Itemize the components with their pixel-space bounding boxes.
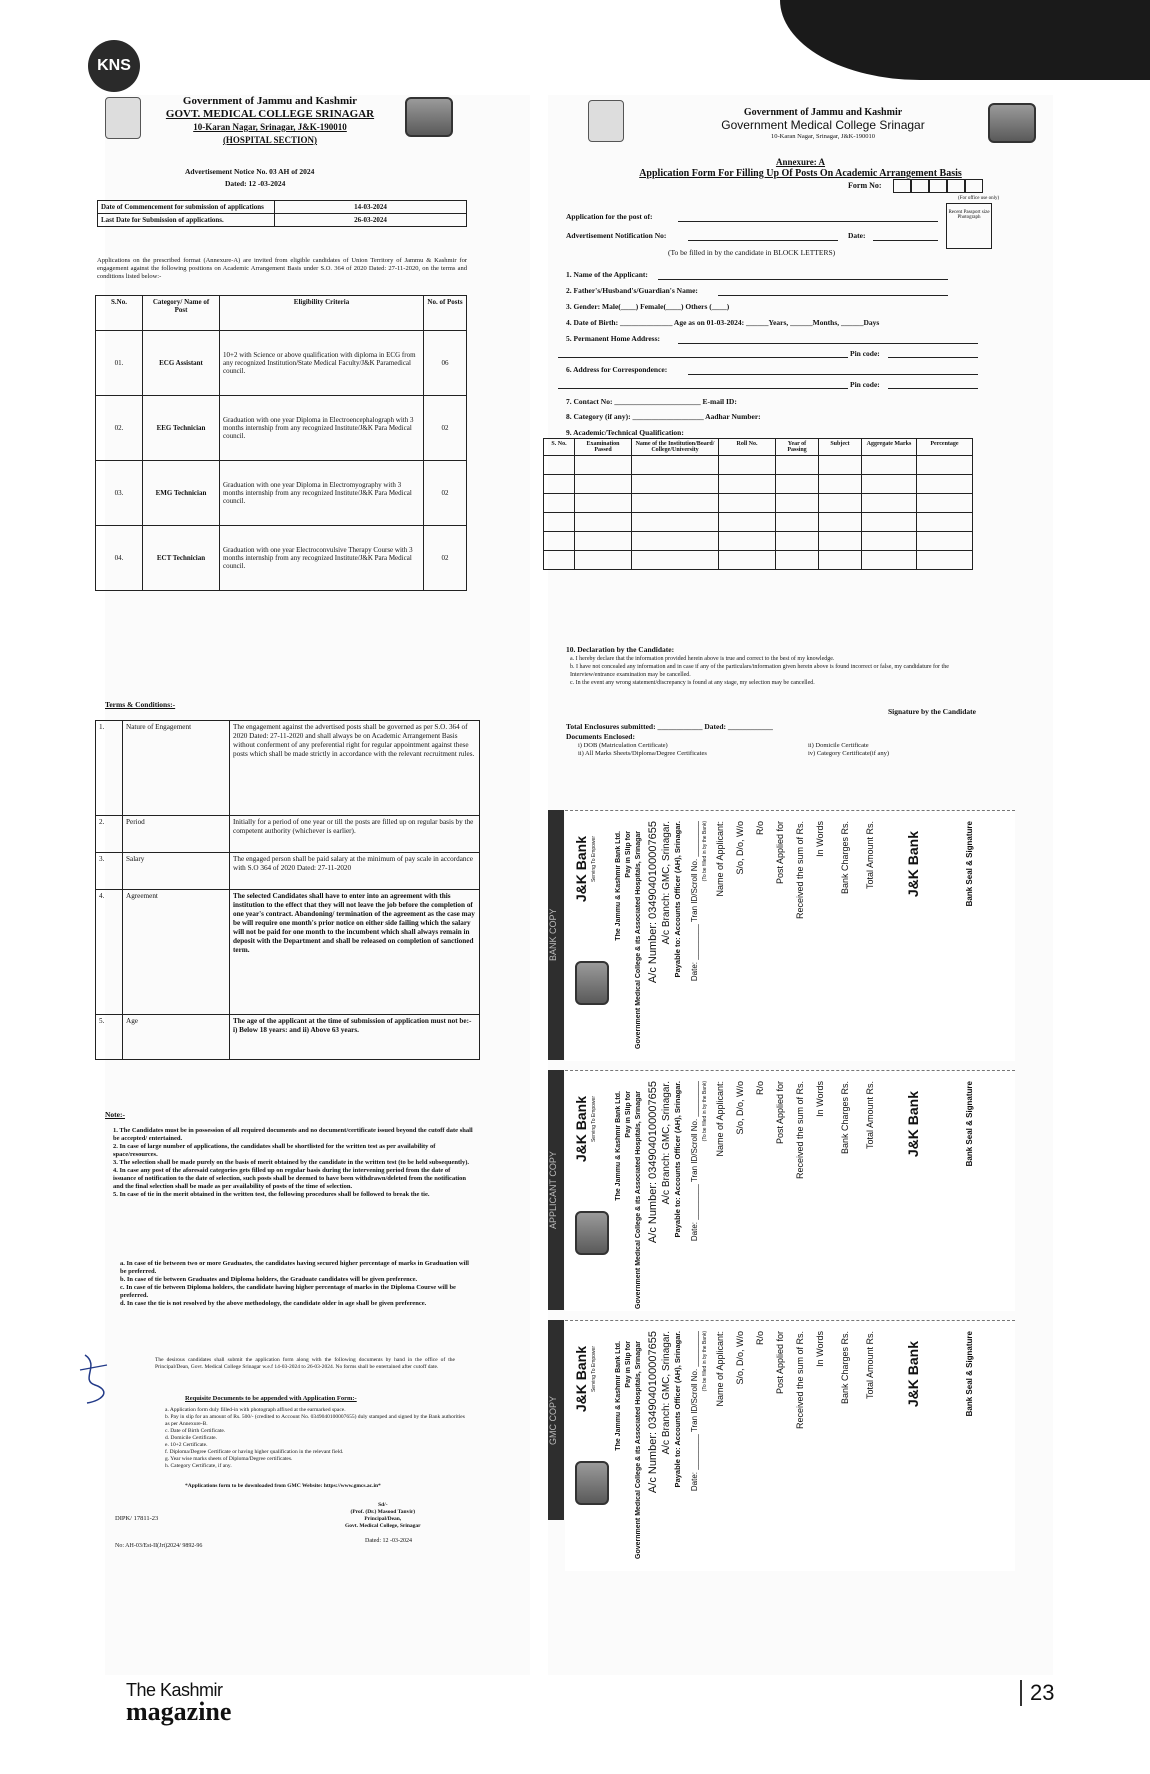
payable-to: Payable to: Accounts Officer (AH), Srinagar.	[673, 1331, 682, 1488]
qualification-table[interactable]: S. No. Examination Passed Name of the Institution/Board/ College/University Roll No. Year of Passing Subject Aggregate Marks Percentage	[543, 438, 973, 570]
notice-number: Advertisement Notice No. 03 AH of 2024	[185, 167, 315, 176]
table-row[interactable]	[544, 456, 973, 475]
office-use-label: (For office use only)	[958, 196, 1000, 201]
requisite-title: Requisite Documents to be appended with Application Form:-	[185, 1395, 357, 1402]
pin-code-label-2: Pin code:	[850, 380, 880, 389]
slip-field-name[interactable]: Name of Applicant:	[715, 1081, 725, 1157]
slip-field-charges[interactable]: Bank Charges Rs.	[840, 1331, 850, 1405]
list-item: c. Date of Birth Certificate.	[165, 1428, 226, 1434]
bank-name: The Jammu & Kashmir Bank Ltd.	[615, 1091, 622, 1201]
date-tran[interactable]: Date: ________ Tran ID/Scroll No. ________	[690, 1331, 699, 1492]
signatory: Sd/- (Prof. (Dr.) Masood Tanvir) Principal/Dean, Govt. Medical College, Srinagar	[345, 1502, 421, 1529]
commencement-label: Date of Commencement for submission of applications	[98, 201, 275, 214]
slip-field-relation[interactable]: S/o, D/o, W/o	[735, 1081, 745, 1135]
gmc-name: Government Medical College & its Associated Hospitals, Srinagar	[635, 1091, 642, 1309]
reference-date: Dated: 12 -03-2024	[365, 1538, 412, 1544]
advertisement-page	[97, 95, 530, 1675]
slip-field-total[interactable]: Total Amount Rs.	[865, 1331, 875, 1400]
jk-bank-logo: J&K Bank	[573, 1346, 589, 1413]
posts-table	[95, 295, 467, 591]
payable-to: Payable to: Accounts Officer (AH), Srinagar.	[673, 821, 682, 978]
intro-text: Applications on the prescribed format (Annexure-A) are invited from eligible candidates of Union Territory of Jammu & Kashmir for engagement against the following positions on Academic Arrangement Basis under S.O. 364 of 2020 Dated: 27-11-2020, on the terms and conditions listed below:-	[97, 257, 467, 280]
slip-field-name[interactable]: Name of Applicant:	[715, 1331, 725, 1407]
download-note: *Applications form to be downloaded from GMC Website: https://www.gmcs.ac.in*	[185, 1483, 381, 1489]
list-item: g. Year wise marks sheets of Diploma/Degree certificates.	[165, 1456, 293, 1462]
date-field[interactable]	[873, 240, 938, 241]
college-title: GOVT. MEDICAL COLLEGE SRINAGAR	[165, 108, 375, 120]
pay-in-label: Pay in Slip for	[625, 1341, 632, 1388]
account-number: A/c Number: 0349040100007655	[647, 1081, 659, 1244]
list-item: a. Application form duly filled-in with photograph affixed at the earmarked space.	[165, 1407, 346, 1413]
slip-field-total[interactable]: Total Amount Rs.	[865, 1081, 875, 1150]
slip-field-post[interactable]: Post Applied for	[775, 821, 785, 885]
handwritten-signature	[75, 1345, 115, 1405]
list-item: 1. The Candidates must be in possession of all required documents and no document/certificate issued beyond the cutoff date shall be accepted/ entertained.	[113, 1127, 473, 1142]
slip-field-total[interactable]: Total Amount Rs.	[865, 821, 875, 890]
slip-field-post[interactable]: Post Applied for	[775, 1331, 785, 1395]
gmc-copy-bar: GMC COPY	[548, 1320, 564, 1520]
terms-title: Terms & Conditions:-	[105, 700, 176, 709]
jk-bank-logo: J&K Bank	[905, 1091, 921, 1158]
jk-bank-tagline: Serving To Empower	[591, 1346, 597, 1393]
bank-name: The Jammu & Kashmir Bank Ltd.	[615, 831, 622, 941]
payable-to: Payable to: Accounts Officer (AH), Srinagar.	[673, 1081, 682, 1238]
date-tran[interactable]: Date: ________ Tran ID/Scroll No. ________	[690, 821, 699, 982]
table-row: 04. ECT Technician Graduation with one year Electroconvulsive Therapy Course with 3 months internship from any recognized Institute/J&K Para Medical council. 02	[96, 526, 467, 591]
college-seal-icon	[575, 1211, 609, 1255]
correspondence-field-2[interactable]	[558, 388, 848, 389]
emblem-icon	[105, 97, 141, 139]
bank-fill-note: (To be filled in by the Bank)	[702, 1331, 708, 1392]
list-item: a. In case of tie between two or more Graduates, the candidates having secured higher percentage of marks in Graduation will be preferred.	[120, 1260, 469, 1275]
govt-title: Government of Jammu and Kashmir	[743, 107, 903, 118]
block-letters-note: (To be filled in by the candidate in BLOCK LETTERS)	[668, 248, 836, 257]
list-item: 5. In case of tie in the merit obtained in the written test, the following procedures shall be followed to break the tie.	[113, 1191, 430, 1198]
account-number: A/c Number: 0349040100007655	[647, 821, 659, 984]
table-row: 4. Agreement The selected Candidates shall have to enter into an agreement with this institution to the effect that they will not leave the job before the completion of one year's contract. Abandoning/ termination of the agreement as the case may be will require one month's prior notice on either side failing which the salary will not be paid for one month to the incumbent which shall always remain in deposit with the Department and shall be released on completion of sanctioned term.	[96, 890, 480, 1015]
slip-field-words[interactable]: In Words	[815, 1331, 825, 1367]
date-label: Date:	[848, 231, 866, 240]
terms-table	[95, 720, 480, 1060]
permanent-address-field-2[interactable]	[558, 357, 848, 358]
enclosures-line[interactable]: Total Enclosures submitted: ____________ Dated: ____________	[566, 722, 773, 731]
note-title: Note:-	[105, 1110, 125, 1119]
slip-field-post[interactable]: Post Applied for	[775, 1081, 785, 1145]
form-no-label: Form No:	[848, 181, 882, 190]
account-branch: A/c Branch: GMC, Srinagar.	[661, 821, 672, 945]
list-item: c. In the event any wrong statement/discrepancy is found at any stage, my selection may be cancelled.	[570, 680, 815, 686]
post-applied-label: Application for the post of:	[566, 212, 653, 221]
pin-code-label: Pin code:	[850, 349, 880, 358]
list-item: h. Category Certificate, if any.	[165, 1463, 232, 1469]
last-date: 26-03-2024	[275, 214, 467, 227]
list-item: b. Pay in slip for an amount of Rs. 500/- (credited to Account No. 0349040100007655) duly stamped and signed by the Bank authorities as per Annexure-B.	[165, 1414, 465, 1427]
jk-bank-logo: J&K Bank	[905, 1341, 921, 1408]
date-tran[interactable]: Date: ________ Tran ID/Scroll No. ________	[690, 1081, 699, 1242]
bank-copy-bar: BANK COPY	[548, 810, 564, 1060]
slip-field-words[interactable]: In Words	[815, 1081, 825, 1117]
bank-name: The Jammu & Kashmir Bank Ltd.	[615, 1341, 622, 1451]
tie-rules	[120, 1260, 475, 1308]
form-title: Application Form For Filling Up Of Posts On Academic Arrangement Basis	[639, 168, 962, 179]
field-contact[interactable]: 7. Contact No: _______________________ E-mail ID:	[566, 397, 737, 406]
table-row[interactable]	[544, 475, 973, 494]
brand-line-2: magazine	[126, 1697, 232, 1726]
slip-field-charges[interactable]: Bank Charges Rs.	[840, 1081, 850, 1155]
field-permanent-address: 5. Permanent Home Address:	[566, 334, 661, 343]
applicant-name-field[interactable]	[658, 279, 948, 280]
field-gender[interactable]: 3. Gender: Male(____) Female(____) Others (____)	[566, 302, 730, 311]
dates-table	[97, 200, 467, 227]
list-item: 2. In case of large number of applications, the candidates shall be shortlisted for the written test as per availability of space/resources.	[113, 1143, 436, 1158]
list-item: d. In case the tie is not resolved by the above methodology, the candidate older in age shall be given preference.	[120, 1300, 427, 1307]
photo-box[interactable]: Recent Passport size Photograph	[946, 203, 992, 249]
list-item: c. In case of tie between Diploma holders, the candidate having higher percentage of marks in the Diploma Course will be preferred.	[120, 1284, 456, 1299]
college-seal-icon	[405, 97, 453, 137]
jk-bank-tagline: Serving To Empower	[591, 1096, 597, 1143]
list-item: b. In case of tie between Graduates and Diploma holders, the Graduate candidates will be given preference.	[120, 1276, 418, 1283]
list-item: ii) All Marks Sheets/Diploma/Degree Certificates	[578, 750, 707, 757]
col-sno: S.No.	[96, 296, 143, 331]
submission-text: The desirous candidates shall submit the application form along with the following documents by hand in the office of the Principal/Dean, Govt. Medical College Srinagar w.e.f 14-03-2024 to 26-03-2024. No forms shall be entertained after cutoff date.	[155, 1357, 455, 1370]
section-title: (HOSPITAL SECTION)	[222, 135, 318, 145]
table-row: 03. EMG Technician Graduation with one year Diploma in Electromyography with 3 months internship from any recognized Institute/J&K Para Medical council. 02	[96, 461, 467, 526]
list-item: i) DOB (Matriculation Certificate)	[578, 742, 668, 749]
guardian-name-field[interactable]	[718, 295, 948, 296]
declaration-list	[570, 655, 980, 687]
pay-slip-applicant-copy	[565, 1070, 1015, 1311]
college-address: 10-Karan Nagar, Srinagar, J&K-190010	[771, 133, 875, 140]
jk-bank-logo: J&K Bank	[573, 836, 589, 903]
list-item: a. I hereby declare that the information provided herein above is true and correct to the best of my knowledge.	[570, 656, 835, 662]
table-row: 01. ECG Assistant 10+2 with Science or above qualification with diploma in ECG from any recognized Institution/State Medical Faculty/J&K Paramedical council. 06	[96, 331, 467, 396]
notification-label: Advertisement Notification No:	[566, 231, 667, 240]
pay-slip-bank-copy	[565, 810, 1015, 1061]
field-applicant-name: 1. Name of the Applicant:	[566, 270, 648, 279]
col-eligibility: Eligibility Criteria	[220, 296, 424, 331]
table-row: 2. Period Initially for a period of one year or till the posts are filled up on regular basis by the competent authority (whichever is earlier).	[96, 816, 480, 853]
notice-date: Dated: 12 -03-2024	[225, 179, 286, 188]
table-row[interactable]	[544, 513, 973, 532]
field-category[interactable]: 8. Category (if any): ___________________ Aadhar Number:	[566, 412, 761, 421]
jk-bank-logo: J&K Bank	[573, 1096, 589, 1163]
account-branch: A/c Branch: GMC, Srinagar.	[661, 1331, 672, 1455]
permanent-address-field[interactable]	[678, 343, 978, 344]
corner-decoration	[780, 0, 1150, 80]
college-title: Government Medical College Srinagar	[721, 118, 925, 132]
correspondence-field[interactable]	[688, 374, 978, 375]
candidate-signature-label: Signature by the Candidate	[888, 707, 977, 716]
notification-field[interactable]	[688, 240, 838, 241]
slip-field-resident[interactable]: R/o	[755, 1331, 765, 1346]
last-date-label: Last Date for Submission of applications.	[98, 214, 275, 227]
table-row: 02. EEG Technician Graduation with one year Diploma in Electroencephalograph with 3 months internship from any recognized Institute/J&K Para Medical council. 02	[96, 396, 467, 461]
slip-field-resident[interactable]: R/o	[755, 821, 765, 836]
jk-bank-tagline: Serving To Empower	[591, 836, 597, 883]
slip-field-relation[interactable]: S/o, D/o, W/o	[735, 1331, 745, 1385]
bank-fill-note: (To be filled in by the Bank)	[702, 1081, 708, 1142]
list-item: e. 10+2 Certificate.	[165, 1442, 208, 1448]
college-seal-icon	[988, 103, 1036, 143]
page-number: 23	[1020, 1680, 1054, 1706]
table-row[interactable]	[544, 494, 973, 513]
slip-field-words[interactable]: In Words	[815, 821, 825, 857]
list-item: ii) Domicile Certificate	[808, 742, 869, 749]
post-applied-field[interactable]	[678, 221, 938, 222]
list-item: f. Diploma/Degree Certificate or having higher qualification in the relevant field.	[165, 1449, 344, 1455]
col-category: Category/ Name of Post	[143, 296, 220, 331]
slip-field-sum[interactable]: Received the sum of Rs.	[795, 1331, 805, 1430]
table-row: 1. Nature of Engagement The engagement against the advertised posts shall be governed as per S.O. 364 of 2020 Dated: 27-11-2020 and shall always be on Academic Arrangement Basis without conferment of any preferential right for regular appointment against these posts which shall be made strictly in accordance with the relevant recruitment rules.	[96, 721, 480, 816]
bank-seal-signature: Bank Seal & Signature	[965, 1331, 974, 1417]
slip-field-charges[interactable]: Bank Charges Rs.	[840, 821, 850, 895]
table-row: 3. Salary The engaged person shall be paid salary at the minimum of pay scale in accordance with S.O 364 of 2020 Dated: 27-11-2020	[96, 853, 480, 890]
table-row: 5. Age The age of the applicant at the time of submission of application must not be:- i) Below 18 years: and ii) Above 63 years.	[96, 1015, 480, 1060]
gmc-name: Government Medical College & its Associated Hospitals, Srinagar	[635, 831, 642, 1049]
field-guardian-name: 2. Father's/Husband's/Guardian's Name:	[566, 286, 698, 295]
pay-slip-gmc-copy	[565, 1320, 1015, 1571]
documents-list	[578, 742, 978, 758]
brand-line-1: The Kashmir	[126, 1680, 223, 1700]
requisite-list	[165, 1407, 465, 1470]
reference-number: No: AH-03/Est-II(Jrt)2024/ 9892-96	[115, 1543, 203, 1549]
list-item: iv) Category Certificate(if any)	[808, 750, 890, 757]
form-no-boxes[interactable]	[893, 179, 983, 193]
field-correspondence-address: 6. Address for Correspondence:	[566, 365, 668, 374]
slip-field-sum[interactable]: Received the sum of Rs.	[795, 1081, 805, 1180]
documents-title: Documents Enclosed:	[566, 732, 635, 741]
gmc-name: Government Medical College & its Associated Hospitals, Srinagar	[635, 1341, 642, 1559]
magazine-logo	[126, 1680, 232, 1726]
declaration-title: 10. Declaration by the Candidate:	[566, 645, 675, 654]
bank-seal-signature: Bank Seal & Signature	[965, 821, 974, 907]
bank-seal-signature: Bank Seal & Signature	[965, 1081, 974, 1167]
notes-list	[113, 1127, 473, 1199]
list-item: b. I have not concealed any information and in case if any of the particulars/information given herein above is found incorrect or false, my candidature for the Interview/entrance examination may be cancelled.	[570, 664, 949, 678]
pin-code-field[interactable]	[888, 357, 978, 358]
list-item: 3. The selection shall be made purely on the basis of merit obtained by the candidate in the written test (to be held subsequently).	[113, 1159, 470, 1166]
list-item: 4. In case any post of the aforesaid categories gets filled up on regular basis during the intervening period from the date of issuance of notification to the date of selection, such posts shall be deemed to have been withdrawn/deleted from the notification and the final selection shall be made as per availability of posts of the time of selection.	[113, 1167, 467, 1190]
applicant-copy-bar: APPLICANT COPY	[548, 1070, 564, 1310]
govt-title: Government of Jammu and Kashmir	[182, 95, 358, 107]
jk-bank-logo: J&K Bank	[905, 831, 921, 898]
account-branch: A/c Branch: GMC, Srinagar.	[661, 1081, 672, 1205]
pay-in-label: Pay in Slip for	[625, 831, 632, 878]
dipk-number: DIPK/ 17811-23	[115, 1515, 159, 1522]
kns-logo: KNS	[88, 40, 140, 92]
college-address: 10-Karan Nagar, Srinagar, J&K-190010	[193, 122, 347, 132]
account-number: A/c Number: 0349040100007655	[647, 1331, 659, 1494]
annexure-title: Annexure: A	[775, 157, 826, 167]
slip-field-resident[interactable]: R/o	[755, 1081, 765, 1096]
slip-field-sum[interactable]: Received the sum of Rs.	[795, 821, 805, 920]
pin-code-field-2[interactable]	[888, 388, 978, 389]
pay-in-label: Pay in Slip for	[625, 1091, 632, 1138]
slip-field-name[interactable]: Name of Applicant:	[715, 821, 725, 897]
college-seal-icon	[575, 961, 609, 1005]
slip-field-relation[interactable]: S/o, D/o, W/o	[735, 821, 745, 875]
table-row[interactable]	[544, 532, 973, 551]
field-dob[interactable]: 4. Date of Birth: ______________ Age as on 01-03-2024: ______Years, ______Months, ______Days	[566, 318, 880, 327]
college-seal-icon	[575, 1461, 609, 1505]
bank-fill-note: (To be filled in by the Bank)	[702, 821, 708, 882]
col-posts: No. of Posts	[424, 296, 467, 331]
list-item: d. Domicile Certificate.	[165, 1435, 217, 1441]
field-qualification: 9. Academic/Technical Qualification:	[566, 428, 684, 437]
commencement-date: 14-03-2024	[275, 201, 467, 214]
table-row[interactable]	[544, 551, 973, 570]
emblem-icon	[588, 100, 624, 142]
